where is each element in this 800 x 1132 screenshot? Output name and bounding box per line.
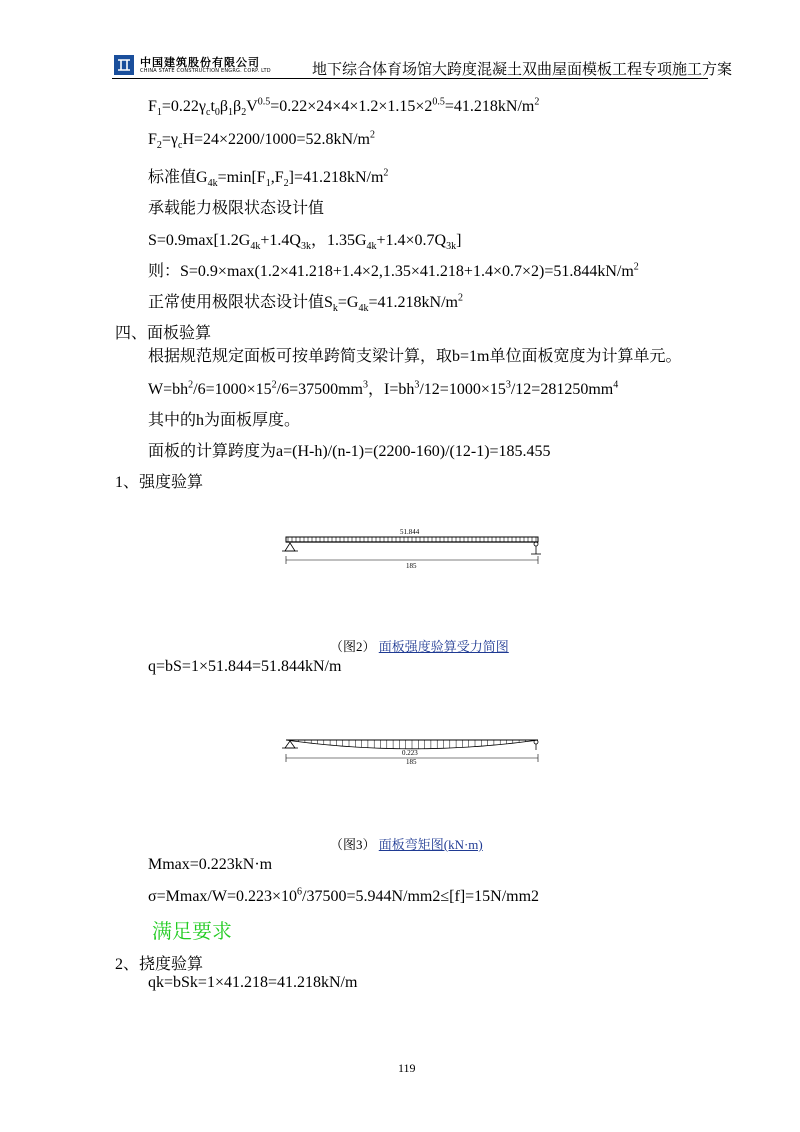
formula-s: $S=0.9\max[1.2G_{4k}+1.4Q_{3k}$，$1.35G_{4k}+1.4\times 0.7Q_{3k}$] [148,232,462,253]
company-name-cn: 中国建筑股份有限公司 [140,56,260,69]
figure-3-number: （图3） [330,837,376,852]
figure-3-title-link[interactable]: 面板弯矩图(kN·m) [378,837,483,852]
subsection-strength: 1、强度验算 [115,474,204,491]
formula-s-calc: 则：$S=0.9\times\max(1.2\times 41.218+1.4\times 2,1.35\times 41.218+1.4\times 0.7\times 2)=51.844kN/m^2$ [148,261,639,280]
load-diagram-figure [278,520,546,580]
paragraph-rule: 根据规范规定面板可按单跨简支梁计算，取b=1m单位面板宽度为计算单元。 [148,348,682,365]
moment-span-label: 185 [406,758,417,766]
formula-f1: $F_1=0.22\gamma_ct_0\beta_1\beta_2V^{0.5}=0.22\times 24\times 4\times 1.2\times 1.15\times 2^{0.5}=41.218kN/m^2$ [148,96,540,119]
formula-q: q=bS=1×51.844=51.844kN/m [148,658,342,675]
span-length-label: 185 [406,562,417,570]
subsection-deflection: 2、挠度验算 [115,956,204,973]
section-heading-4: 四、面板验算 [115,325,212,342]
formula-qk: qk=bSk=1×41.218=41.218kN/m [148,974,358,991]
header-rule [112,78,708,79]
formula-g4k: 标准值$G_{4k}=\min[F_1,F_2]=41.218kN/m^2$ [148,167,389,190]
moment-diagram-figure [278,733,546,773]
company-name-en: CHINA STATE CONSTRUCTION ENGRG. CORP. LTD [140,68,271,74]
company-logo-icon [114,55,134,75]
formula-mmax: Mmax=0.223kN·m [148,856,273,873]
formula-sigma: $\sigma=Mmax/W=0.223\times 10^6/37500=5.944N/mm2\le[f]=15N/mm2$ [148,886,540,905]
document-title: 地下综合体育场馆大跨度混凝土双曲屋面模板工程专项施工方案 [312,62,733,78]
figure-2-title-link[interactable]: 面板强度验算受力简图 [378,639,509,654]
formula-sls: 正常使用极限状态设计值$S_k=G_{4k}=41.218kN/m^2$ [148,292,463,315]
figure-3-caption [330,834,483,853]
formula-f2: $F_2=\gamma_cH=24\times 2200/1000=52.8kN/m^2$ [148,129,375,152]
page-number: 119 [398,1061,416,1075]
load-value-label: 51.844 [400,528,420,536]
moment-value-label: 0.223 [402,749,418,757]
uls-title: 承载能力极限状态设计值 [148,200,325,217]
formula-w-i: $W=bh^2/6=1000\times 15^2/6=37500mm^3$，$I=bh^3/12=1000\times 15^3/12=281250mm^4$ [148,379,619,398]
pass-note: 满足要求 [152,921,232,943]
formula-span: 面板的计算跨度为a=(H-h)/(n-1)=(2200-160)/(12-1)=185.455 [148,443,551,460]
h-note: 其中的h为面板厚度。 [148,412,301,429]
figure-2-number: （图2） [330,639,376,654]
figure-2-caption [330,636,509,655]
